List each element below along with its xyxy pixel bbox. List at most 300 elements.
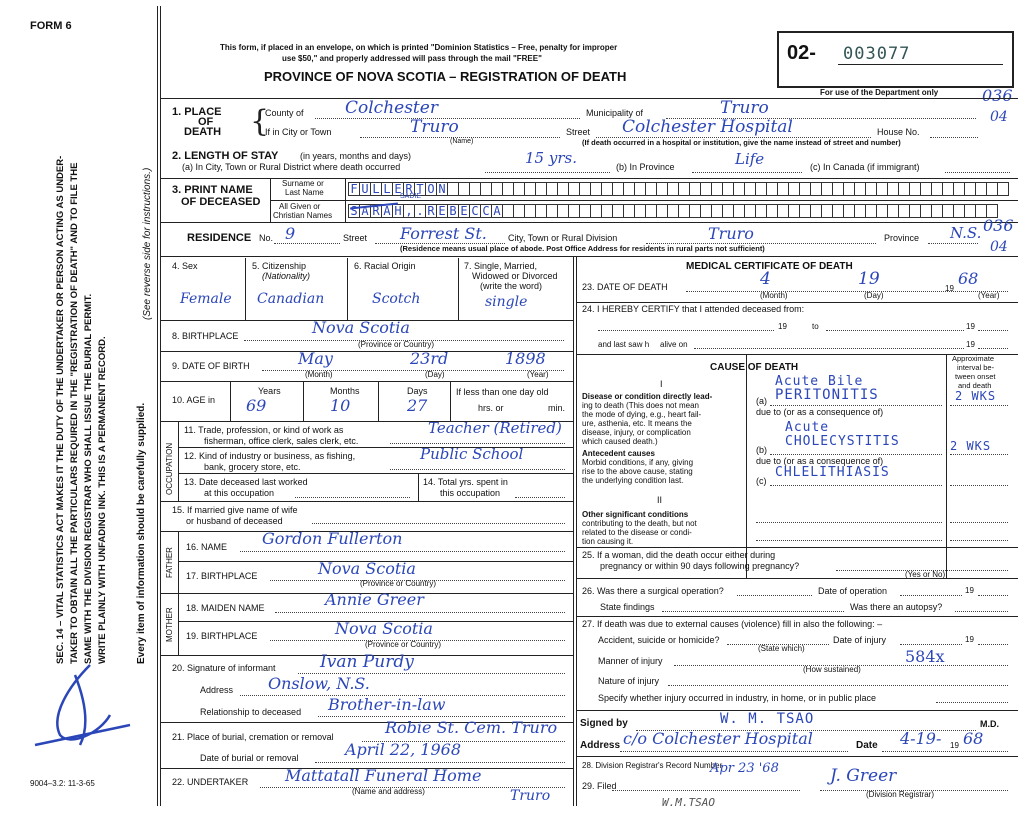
reg-number-underline [838, 64, 1003, 65]
father-name[interactable]: Gordon Fullerton [262, 529, 403, 548]
q28-label: 28. Division Registrar's Record Number [582, 761, 723, 770]
spouse-label-1: 15. If married give name of wife [172, 505, 298, 515]
rule-row-14-bottom [160, 501, 573, 502]
injury-year-line [978, 644, 1008, 645]
relationship-value[interactable]: Brother-in-law [328, 695, 446, 714]
dob-day[interactable]: 23rd [410, 349, 449, 368]
attended-to-label: to [812, 322, 819, 331]
rule-center-divider-2 [576, 256, 577, 806]
age-months[interactable]: 10 [330, 396, 351, 415]
cause-a-interval-line [950, 405, 1008, 406]
racial-origin-label: 6. Racial Origin [354, 261, 416, 271]
name-label-2: OF DECEASED [181, 196, 261, 208]
side-instruction-line2: TAKER TO OBTAIN ALL THE PARTICULARS REQUIRED IN THE "REGISTRATION OF DEATH" AND TO FILE THE [69, 162, 80, 664]
informant-signature[interactable]: Ivan Purdy [320, 652, 414, 672]
form-title: PROVINCE OF NOVA SCOTIA – REGISTRATION OF DEATH [264, 69, 627, 84]
nature-of-injury-line [668, 685, 1008, 686]
given-name-correction: SADIE [400, 193, 422, 200]
marital-label-2: Widowed or Divorced [472, 271, 558, 281]
municipality-label: Municipality of [586, 108, 644, 118]
division-registrar-hint: (Division Registrar) [866, 790, 935, 799]
total-years-line [515, 497, 565, 498]
rule-26-bottom [576, 616, 1018, 617]
mother-maiden-label: 18. MAIDEN NAME [186, 603, 265, 613]
father-birthplace[interactable]: Nova Scotia [318, 559, 416, 578]
antecedent-label-2: Morbid conditions, if any, giving [582, 458, 694, 467]
death-day[interactable]: 19 [858, 269, 880, 289]
mother-side-label: MOTHER [165, 607, 174, 642]
rule-signature-bottom [576, 756, 1018, 757]
death-month-hint: (Month) [760, 291, 788, 300]
state-findings-label: State findings [600, 602, 655, 612]
due-to-label-b: due to (or as a consequence of) [756, 456, 884, 466]
given-char: H [392, 204, 404, 218]
informant-signature-label: 20. Signature of informant [172, 663, 276, 673]
surname-cells[interactable] [348, 182, 1008, 196]
marital-label-3: (write the word) [480, 281, 543, 291]
rule-name-mid-h [270, 200, 1018, 201]
death-century: 19 [945, 284, 954, 293]
given-char: B [447, 204, 459, 218]
hospital-note: (If death occurred in a hospital or institution, give the name instead of street and number) [582, 138, 901, 147]
rule-father-side [178, 531, 179, 593]
age-label: 10. AGE in [172, 395, 216, 405]
autopsy-label: Was there an autopsy? [850, 602, 943, 612]
attended-from-line [598, 330, 774, 331]
father-birthplace-hint: (Province or Country) [360, 579, 437, 588]
undertaker-hint: (Name and address) [352, 787, 425, 796]
rule-4-5 [245, 258, 246, 320]
signed-by-value[interactable]: W. M. TSAO [720, 711, 815, 727]
roman-numeral-1: I [660, 379, 663, 389]
father-birthplace-label: 17. BIRTHPLACE [186, 571, 258, 581]
rule-age-4 [450, 381, 451, 421]
signature-date[interactable]: 4-19- [900, 729, 942, 748]
age-years-label: Years [258, 386, 281, 396]
death-year-hint: (Year) [978, 291, 1000, 300]
roman-numeral-2: II [657, 495, 663, 505]
last-worked-label-2: at this occupation [204, 488, 275, 498]
operation-date-line [900, 595, 962, 596]
signed-by-label: Signed by [580, 718, 628, 729]
occupation-side-label: OCCUPATION [165, 442, 174, 495]
cause-a-value[interactable]: PERITONITIS [775, 387, 879, 403]
signature-date-label: Date [856, 740, 878, 751]
direct-label-4: ure, asthenia, etc. It means the [582, 419, 692, 428]
attended-to-line [826, 330, 964, 331]
relationship-line [318, 716, 565, 717]
given-char: E [458, 204, 470, 218]
side-instruction-line1: SEC. 14 – VITAL STATISTICS ACT MAKES IT THE DUTY OF THE UNDERTAKER OR PERSON ACTING AS UNDER- [55, 155, 66, 664]
operation-year-line [978, 595, 1008, 596]
burial-date[interactable]: April 22, 1968 [345, 740, 462, 759]
given-char: R [370, 204, 382, 218]
father-name-label: 16. NAME [186, 542, 228, 552]
surname-char: T [414, 182, 426, 196]
residence-no-line [274, 243, 340, 244]
registration-number: 003077 [843, 44, 911, 64]
last-saw-year-line [978, 348, 1008, 349]
industry-label-2: bank, grocery store, etc. [204, 462, 301, 472]
trade-value[interactable]: Teacher (Retired) [428, 419, 562, 437]
rule-row-9-bottom [160, 381, 573, 382]
hrs-label: hrs. or [478, 403, 504, 413]
dob-label: 9. DATE OF BIRTH [172, 361, 250, 371]
industry-value[interactable]: Public School [420, 445, 524, 463]
rule-6-7 [458, 258, 459, 320]
injury-19: 19 [965, 635, 974, 644]
undertaker-label: 22. UNDERTAKER [172, 777, 249, 787]
cause-c-value[interactable]: CHLELITHIASIS [775, 465, 890, 480]
injury-date-label: Date of injury [833, 635, 887, 645]
manner-of-injury-code[interactable]: 584x [905, 647, 945, 666]
side-instruction-line6: (See reverse side for instructions.) [142, 167, 153, 320]
last-saw-label: and last saw h [598, 340, 650, 349]
residence-city[interactable]: Truro [708, 224, 754, 243]
alive-on-label: alive on [660, 340, 688, 349]
street-value[interactable]: Colchester Hospital [622, 117, 793, 137]
spouse-label-2: or husband of deceased [186, 516, 283, 526]
city-name-hint: (Name) [450, 138, 474, 145]
q25-label-1: 25. If a woman, did the death occur either during [582, 550, 776, 560]
last-saw-line [694, 348, 964, 349]
stay-province-line [692, 172, 802, 173]
rule-mother-side [178, 593, 179, 655]
manner-of-injury-label: Manner of injury [598, 656, 663, 666]
industry-label-1: 12. Kind of industry or business, as fishing, [184, 451, 356, 461]
burial-date-label: Date of burial or removal [200, 753, 299, 763]
direct-label-1: Disease or condition directly lead- [582, 392, 713, 401]
footer-code: 9004–3.2: 11-3-65 [30, 779, 95, 788]
surname-char: R [403, 182, 415, 196]
racial-origin-value[interactable]: Scotch [372, 291, 421, 307]
given-char: A [359, 204, 371, 218]
stay-city-value[interactable]: 15 yrs. [525, 149, 577, 167]
side-instruction-line4: WRITE PLAINLY WITH UNFADING INK. THIS IS A PERMANENT RECORD. [97, 336, 108, 664]
death-date-line [686, 291, 1008, 292]
other-conditions-label-1: Other significant conditions [582, 510, 689, 519]
surname-label-2: Last Name [285, 188, 324, 197]
cause-a-line [770, 405, 942, 406]
signature-date-line [882, 751, 1008, 752]
stay-city-label: (a) In City, Town or Rural District where death occurred [182, 162, 401, 172]
registration-prefix: 02- [787, 42, 816, 64]
surname-char: L [381, 182, 393, 196]
residence-street-label: Street [343, 233, 368, 243]
age-years[interactable]: 69 [246, 396, 267, 415]
other-conditions-label-4: tion causing it. [582, 537, 634, 546]
attended-to-year-line [978, 330, 1008, 331]
direct-label-2: ing to death (This does not mean [582, 401, 699, 410]
dept-code-2b: 04 [990, 239, 1008, 255]
sex-value[interactable]: Female [180, 291, 232, 307]
given-char: S [348, 204, 360, 218]
citizenship-label-2: (Nationality) [262, 271, 311, 281]
rule-5-6 [347, 258, 348, 320]
q27-label: 27. If death was due to external causes (violence) fill in also the following: – [582, 619, 883, 629]
yes-no-hint: (Yes or No) [905, 570, 946, 579]
marital-label-1: 7. Single, Married, [464, 261, 538, 271]
how-sustained-hint: (How sustained) [803, 665, 861, 674]
father-side-label: FATHER [165, 547, 174, 578]
total-years-label-1: 14. Total yrs. spent in [423, 477, 508, 487]
marital-value[interactable]: single [485, 294, 528, 310]
trade-label-2: fisherman, office clerk, sales clerk, etc. [204, 436, 359, 446]
left-margin-rule [157, 6, 158, 806]
dept-code-1a: 036 [982, 86, 1013, 105]
form-number: FORM 6 [30, 20, 72, 32]
mother-birthplace-label: 19. BIRTHPLACE [186, 631, 258, 641]
side-instruction-line3: SAME WITH THE DIVISION REGISTRAR WHO SHALL ISSUE THE BURIAL PERMIT. [83, 293, 94, 664]
due-to-label-a: due to (or as a consequence of) [756, 407, 884, 417]
residence-no[interactable]: 9 [285, 224, 296, 243]
antecedent-label-3: rise to the above cause, stating [582, 467, 693, 476]
state-which-hint: (State which) [758, 644, 805, 653]
rule-age-2 [303, 381, 304, 421]
given-label-2: Christian Names [273, 211, 333, 220]
house-no-label: House No. [877, 127, 920, 137]
rule-name-bottom [160, 222, 1018, 223]
length-of-stay-hint: (in years, months and days) [300, 151, 412, 161]
surname-label-1: Surname or [282, 179, 324, 188]
given-name-cells[interactable] [348, 204, 997, 218]
given-label-1: All Given or [279, 202, 321, 211]
medical-certificate-title: MEDICAL CERTIFICATE OF DEATH [686, 261, 853, 272]
undertaker-name[interactable]: Mattatall Funeral Home [285, 766, 482, 785]
registrar-signature[interactable]: J. Greer [830, 766, 897, 786]
department-use-label: For use of the Department only [820, 88, 939, 97]
residence-street[interactable]: Forrest St. [400, 224, 487, 243]
spouse-line [312, 523, 565, 524]
interval-label-4: and death [958, 381, 992, 390]
cause-a-interval[interactable]: 2 WKS [955, 389, 997, 403]
rule-center-divider [573, 256, 574, 806]
place-of-death-label-1: 1. PLACE [172, 106, 222, 118]
residence-no-label: No. [259, 233, 274, 243]
interval-label-3: tween onset [955, 372, 996, 381]
nature-of-injury-label: Nature of injury [598, 676, 660, 686]
dob-month-hint: (Month) [305, 370, 333, 379]
citizenship-value[interactable]: Canadian [257, 291, 325, 307]
place-brace: { [250, 104, 270, 139]
informant-address[interactable]: Onslow, N.S. [268, 674, 370, 693]
stay-canada-line [945, 172, 1010, 173]
other-interval-line-2 [950, 540, 1008, 541]
cause-b-marker: (b) [756, 445, 767, 455]
burial-place-label: 21. Place of burial, cremation or removal [172, 732, 334, 742]
cause-of-death-title: CAUSE OF DEATH [710, 362, 799, 373]
city-value[interactable]: Truro [410, 117, 459, 137]
signature-date-year[interactable]: 68 [963, 729, 984, 748]
antecedent-label-4: the underlying condition last. [582, 476, 684, 485]
interval-label-1: Approximate [952, 354, 995, 363]
stay-canada-label: (c) In Canada (if immigrant) [810, 162, 920, 172]
rule-age-3 [378, 381, 379, 421]
cause-b-line [770, 454, 942, 455]
rule-cause-left [746, 354, 747, 578]
trade-label-1: 11. Trade, profession, or kind of work as [184, 425, 344, 435]
rule-13-14 [418, 473, 419, 501]
residence-note: (Residence means usual place of abode. Post Office Address for residents in rural parts not sufficient) [400, 244, 765, 253]
city-label: If in City or Town [265, 127, 332, 137]
birthplace-value[interactable]: Nova Scotia [312, 318, 410, 337]
street-label: Street [566, 127, 591, 137]
cause-c-interval-line [950, 485, 1008, 486]
place-of-death-label-3: DEATH [184, 126, 222, 138]
filed-line [612, 790, 800, 791]
cause-b-interval-line [950, 454, 1008, 455]
address-label: Address [580, 740, 621, 751]
q26-line [737, 595, 812, 596]
cause-a-marker: (a) [756, 396, 767, 406]
other-interval-line-1 [950, 522, 1008, 523]
mother-maiden-line [275, 612, 565, 613]
death-year[interactable]: 68 [958, 269, 979, 288]
handwritten-initial-mark [30, 655, 140, 755]
age-months-label: Months [330, 386, 360, 396]
municipality-value[interactable]: Truro [720, 98, 769, 118]
burial-date-line [315, 762, 565, 763]
accident-label: Accident, suicide or homicide? [598, 635, 720, 645]
stay-province-value[interactable]: Life [735, 150, 765, 168]
cause-b-line1[interactable]: Acute [785, 420, 830, 435]
mother-maiden-name[interactable]: Annie Greer [325, 590, 424, 609]
given-char: , [403, 204, 415, 218]
residence-province-label: Province [884, 233, 920, 243]
residence-province[interactable]: N.S. [950, 224, 982, 242]
less-than-day-label: If less than one day old [456, 387, 549, 397]
trade-line [390, 443, 565, 444]
house-no-line [930, 137, 978, 138]
age-days[interactable]: 27 [407, 396, 428, 415]
name-label-1: 3. PRINT NAME [172, 184, 253, 196]
left-margin-rule-2 [160, 6, 161, 806]
burial-place[interactable]: Robie St. Cem. Truro [385, 718, 558, 737]
surname-char: O [425, 182, 437, 196]
dept-code-2a: 036 [983, 216, 1014, 235]
doctor-address[interactable]: c/o Colchester Hospital [623, 729, 813, 748]
operation-date-label: Date of operation [818, 586, 888, 596]
direct-label-3: the mode of dying, e.g., heart fail- [582, 410, 702, 419]
q25-label-2: pregnancy or within 90 days following pregnancy? [600, 561, 800, 571]
surname-char: L [370, 182, 382, 196]
cause-b-interval[interactable]: 2 WKS [950, 439, 992, 453]
dept-code-1b: 04 [990, 109, 1008, 125]
given-char: R [425, 204, 437, 218]
rule-main-top [160, 256, 1018, 257]
cause-c-marker: (c) [756, 476, 767, 486]
attended-to-19: 19 [966, 322, 975, 331]
direct-label-5: disease, injury, or complication [582, 428, 691, 437]
certify-label: 24. I HEREBY CERTIFY that I attended deceased from: [582, 304, 805, 314]
age-days-label: Days [407, 386, 428, 396]
rule-cause-interval [946, 354, 947, 578]
q28-value[interactable]: Apr 23 '68 [710, 761, 779, 776]
other-conditions-label-3: related to the disease or condi- [582, 528, 692, 537]
cause-a-line1[interactable]: Acute Bile [775, 374, 864, 389]
county-value[interactable]: Colchester [345, 98, 438, 118]
state-findings-line [662, 611, 844, 612]
industry-line [390, 469, 565, 470]
place-of-death-label-2: OF [198, 116, 214, 128]
given-char: . [414, 204, 426, 218]
given-char: C [469, 204, 481, 218]
informant-address-label: Address [200, 685, 234, 695]
citizenship-label-1: 5. Citizenship [252, 261, 307, 271]
surname-char: F [348, 182, 360, 196]
last-worked-line [295, 497, 410, 498]
stamp-name: W.M.TSAO [662, 796, 715, 809]
other-conditions-label-2: contributing to the death, but not [582, 519, 697, 528]
residence-city-label: City, Town or Rural Division [508, 233, 618, 243]
mother-birthplace[interactable]: Nova Scotia [335, 619, 433, 638]
mother-birthplace-hint: (Province or Country) [365, 640, 442, 649]
other-conditions-line-2 [756, 540, 942, 541]
rule-top [160, 98, 1018, 99]
relationship-label: Relationship to deceased [200, 707, 302, 717]
given-char: C [480, 204, 492, 218]
interval-label-2: interval be- [957, 363, 995, 372]
last-saw-19: 19 [966, 340, 975, 349]
side-instruction-line5: Every item of information should be carefully supplied. [136, 402, 147, 664]
last-worked-label-1: 13. Date deceased last worked [184, 477, 308, 487]
rule-age-1 [230, 381, 231, 421]
county-label: County of [265, 108, 304, 118]
mail-notice-line1: This form, if placed in an envelope, on which is printed "Dominion Statistics – Free, penalty for improper [220, 43, 618, 52]
injury-date-line [900, 644, 962, 645]
given-char: E [436, 204, 448, 218]
rule-25-bottom [576, 578, 1018, 579]
death-day-hint: (Day) [864, 291, 884, 300]
date-of-death-label: 23. DATE OF DEATH [582, 282, 668, 292]
signature-date-century: 19 [950, 741, 959, 750]
specify-injury-line [936, 702, 1008, 703]
specify-injury-label: Specify whether injury occurred in industry, in home, or in public place [598, 693, 876, 703]
given-char: A [381, 204, 393, 218]
q26-label: 26. Was there a surgical operation? [582, 586, 724, 596]
rule-row-12-bottom [178, 473, 573, 474]
doctor-address-line [620, 751, 848, 752]
surname-char: E [392, 182, 404, 196]
given-char: A [491, 204, 503, 218]
surname-char: N [436, 182, 448, 196]
autopsy-line [955, 611, 1008, 612]
cause-b-value[interactable]: CHOLECYSTITIS [785, 434, 900, 449]
residence-label: RESIDENCE [187, 232, 252, 244]
md-label: M.D. [980, 719, 999, 729]
direct-label-6: which caused death.) [582, 437, 658, 446]
sex-label: 4. Sex [172, 261, 198, 271]
dob-day-hint: (Day) [425, 370, 445, 379]
operation-19: 19 [965, 586, 974, 595]
q29-label: 29. Filed [582, 781, 617, 791]
birthplace-label: 8. BIRTHPLACE [172, 331, 239, 341]
birthplace-hint: (Province or Country) [358, 340, 435, 349]
total-years-label-2: this occupation [440, 488, 501, 498]
undertaker-city[interactable]: Truro [510, 788, 551, 804]
other-conditions-line-1 [756, 522, 942, 523]
stay-city-line [485, 172, 610, 173]
antecedent-label-1: Antecedent causes [582, 449, 655, 458]
surname-char: U [359, 182, 371, 196]
residence-province-line [928, 243, 978, 244]
dob-year[interactable]: 1898 [505, 349, 546, 368]
rule-occupation-side [178, 421, 179, 501]
death-month[interactable]: 4 [760, 269, 771, 289]
length-of-stay-label: 2. LENGTH OF STAY [172, 150, 279, 162]
dob-month[interactable]: May [298, 349, 333, 368]
dob-year-hint: (Year) [527, 370, 549, 379]
